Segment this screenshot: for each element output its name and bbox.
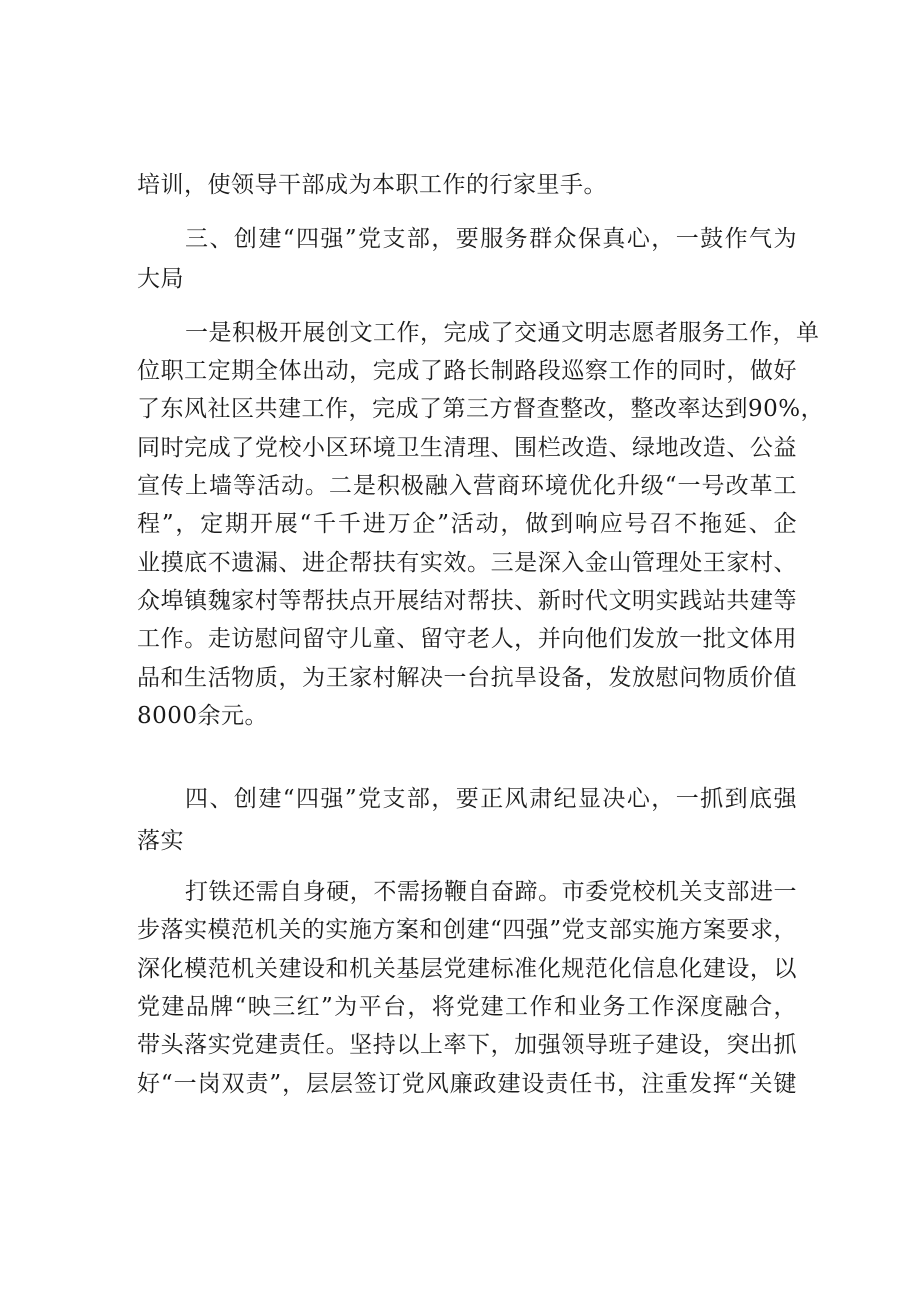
section-heading-4: 四、创建“四强”党支部，要正风肃纪显决心，一抓到底强 (185, 786, 797, 812)
paragraph-line: 工作。走访慰问留守儿童、留守老人，并向他们发放一批文体用 (137, 626, 797, 652)
paragraph-line: 步落实模范机关的实施方案和创建“四强”党支部实施方案要求， (137, 917, 797, 943)
paragraph-line: 好“一岗双责”，层层签订党风廉政建设责任书，注重发挥“关键 (137, 1071, 797, 1097)
paragraph-line: 宣传上墙等活动。二是积极融入营商环境优化升级“一号改革工 (137, 473, 797, 499)
paragraph-line: 一是积极开展创文工作，完成了交通文明志愿者服务工作，单 (185, 320, 820, 346)
section-heading-3-cont: 大局 (137, 266, 184, 292)
paragraph-line: 打铁还需自身硬，不需扬鞭自奋蹄。市委党校机关支部进一 (185, 879, 797, 905)
paragraph-line: 培训，使领导干部成为本职工作的行家里手。 (137, 172, 607, 198)
paragraph-line: 8000余元。 (137, 703, 269, 729)
paragraph-line: 品和生活物质，为王家村解决一台抗旱设备，发放慰问物质价值 (137, 665, 797, 691)
section-heading-4-cont: 落实 (137, 828, 184, 854)
section-heading-3: 三、创建“四强”党支部，要服务群众保真心，一鼓作气为 (185, 226, 797, 252)
paragraph-line: 带头落实党建责任。坚持以上率下，加强领导班子建设，突出抓 (137, 1032, 797, 1058)
paragraph-line: 党建品牌“映三红”为平台，将党建工作和业务工作深度融合， (137, 994, 797, 1020)
paragraph-line: 位职工定期全体出动，完成了路长制路段巡察工作的同时，做好 (137, 358, 797, 384)
paragraph-line: 深化模范机关建设和机关基层党建标准化规范化信息化建设，以 (137, 956, 797, 982)
paragraph-line: 同时完成了党校小区环境卫生清理、围栏改造、绿地改造、公益 (137, 435, 797, 461)
paragraph-line: 了东风社区共建工作，完成了第三方督查整改，整改率达到90%， (137, 396, 825, 422)
paragraph-line: 程”，定期开展“千千进万企”活动，做到响应号召不拖延、企 (137, 511, 797, 537)
paragraph-line: 众埠镇魏家村等帮扶点开展结对帮扶、新时代文明实践站共建等 (137, 588, 797, 614)
paragraph-line: 业摸底不遗漏、进企帮扶有实效。三是深入金山管理处王家村、 (137, 550, 797, 576)
